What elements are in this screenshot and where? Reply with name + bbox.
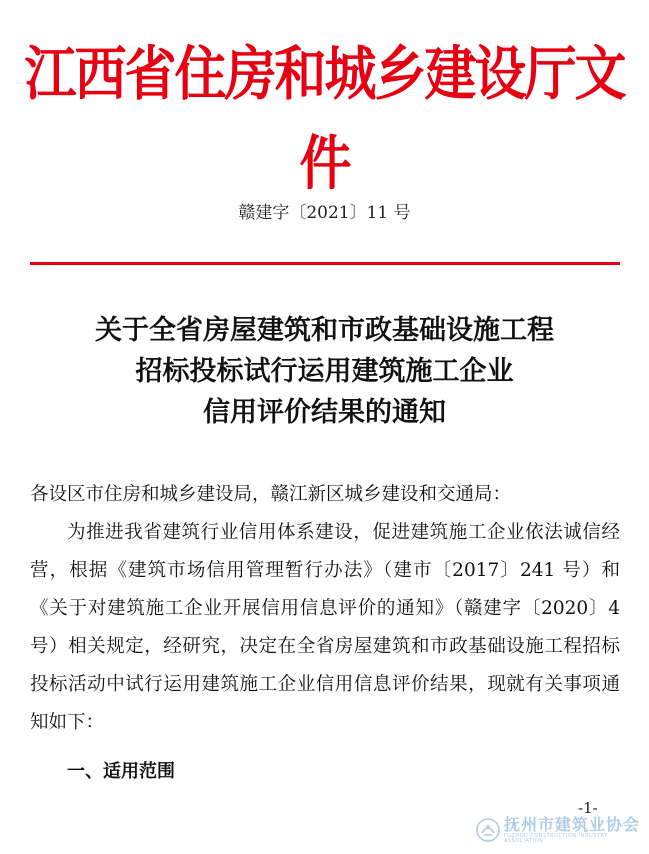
watermark-english: FUZHOU CONSTRUCTION INDUSTRY ASSOCIATION: [503, 832, 608, 844]
association-watermark: [476, 816, 649, 844]
notice-body: [30, 476, 620, 742]
watermark-name: 抚州市建筑业协会: [503, 814, 640, 834]
intro-paragraph: 为推进我省建筑行业信用体系建设，促进建筑施工企业依法诚信经营，根据《建筑市场信用管理暂行办法》（建市〔2017〕241 号）和《关于对建筑施工企业开展信用信息评价的通知》（赣建字〔2020〕4 号）相关规定，经研究，决定在全省房屋建筑和市政基础设施工程招标投标活动中试行运用建筑施工企业信用信息评价结果，现就有关事项通知如下：: [30, 522, 620, 733]
association-logo-icon: [476, 818, 500, 842]
title-line-1: 关于全省房屋建筑和市政基础设施工程: [95, 315, 554, 346]
title-line-3: 信用评价结果的通知: [203, 397, 446, 428]
salutation: 各设区市住房和城乡建设局，赣江新区城乡建设和交通局：: [30, 484, 512, 505]
page-number: -1-: [578, 799, 598, 817]
section-heading-scope: 一、适用范围: [67, 761, 175, 782]
red-divider: [30, 262, 620, 265]
document-number: 赣建字〔2021〕11 号: [238, 203, 411, 223]
title-line-2: 招标投标试行运用建筑施工企业: [135, 356, 514, 387]
masthead-title: 江西省住房和城乡建设厅文件: [24, 41, 625, 198]
notice-title: [0, 310, 649, 433]
